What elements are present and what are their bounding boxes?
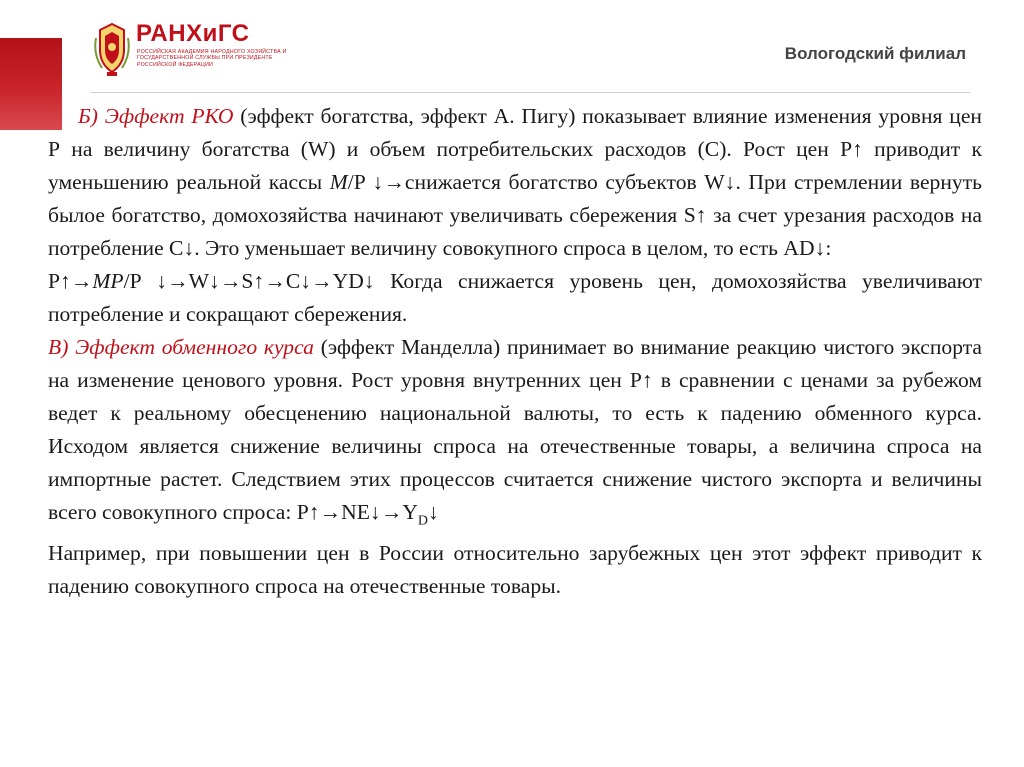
header-divider (90, 92, 970, 93)
paragraph-pko-effect (48, 100, 982, 265)
ranepa-logo (90, 20, 290, 82)
logo-title: РАНХиГС (136, 20, 250, 47)
emblem-icon (90, 20, 134, 78)
pko-effect-heading: Б) Эффект РКО (78, 104, 234, 128)
subscript-d: D (417, 513, 429, 529)
slide-body (48, 100, 982, 603)
exchange-effect-heading: В) Эффект обменного курса (48, 335, 314, 359)
exchange-text-b: ↓ (428, 500, 439, 524)
var-m: M (329, 170, 348, 194)
paragraph-exchange-effect (48, 331, 982, 537)
paragraph-chain (48, 265, 982, 331)
paragraph-example: Например, при повышении цен в России относительно зарубежных цен этот эффект приводит к падению совокупного спроса на отечественные товары. (48, 541, 982, 599)
logo-subtitle: РОССИЙСКАЯ АКАДЕМИЯ НАРОДНОГО ХОЗЯЙСТВА И ГОСУДАРСТВЕННОЙ СЛУЖБЫ ПРИ ПРЕЗИДЕНТЕ РОССИЙСКОЙ ФЕДЕРАЦИИ (137, 49, 287, 68)
exchange-text-a: (эффект Манделла) принимает во внимание реакцию чистого экспорта на изменение ценового уровня. Рост уровня внутренних цен Р↑ в сравнении с ценами за рубежом ведет к реальному обесценению национальной валюты, то есть к падению обменного курса. Исходом является снижение величины спроса на отечественные товары, а величина спроса на импортные растет. Следствием этих процессов считается снижение чистого экспорта и величины всего совокупного спроса: P↑→NE↓→Y (48, 335, 983, 524)
branch-title: Вологодский филиал (784, 44, 966, 63)
pko-text-b: /P ↓→снижается богатство субъектов W↓. При стремлении вернуть былое богатство, домохозяйства начинают увеличивать сбережения S↑ за счет урезания расходов на потребление С↓. Это уменьшает величину совокупного спроса в целом, то есть AD↓: (48, 170, 982, 260)
pko-text-a: (эффект богатства, эффект А. Пигу) показывает влияние изменения уровня цен Р на величину богатства (W) и объем потребительских расходов (С). Рост цен Р↑ приводит к уменьшению реальной кассы (48, 104, 982, 194)
var-mp: MP (92, 269, 124, 293)
chain-text-b: /P ↓→W↓→S↑→C↓→YD↓ Когда снижается уровень цен, домохозяйства увеличивают потребление и сокращают сбережения. (48, 269, 982, 326)
chain-text-a: P↑→ (48, 269, 93, 293)
